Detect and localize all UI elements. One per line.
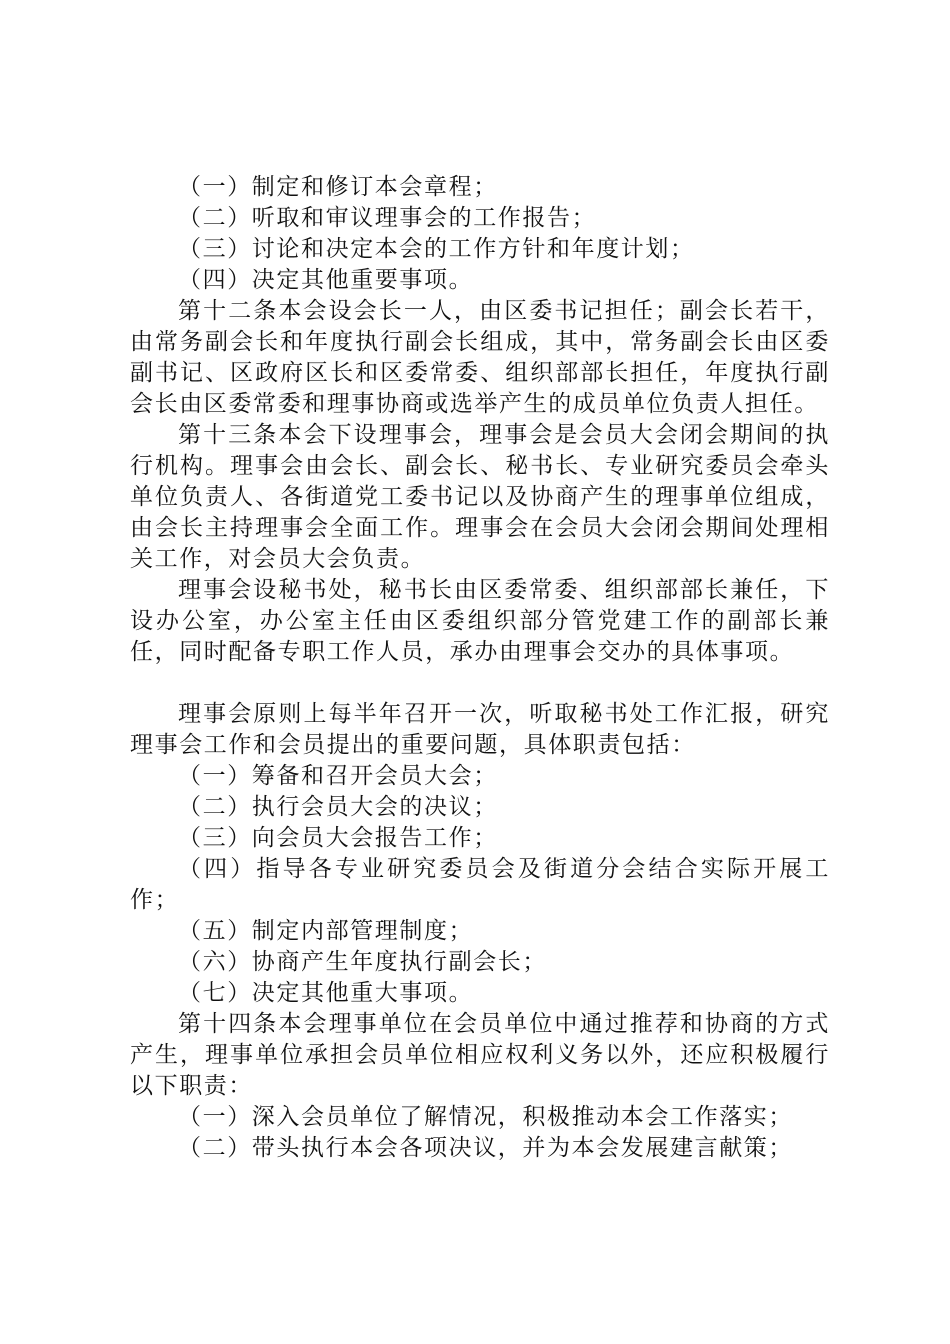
list-item: （二）执行会员大会的决议；: [178, 794, 498, 820]
list-item: （三）讨论和决定本会的工作方针和年度计划；: [178, 236, 695, 262]
list-item: （二）带头执行本会各项决议，并为本会发展建言献策；: [178, 1135, 793, 1161]
list-item: （七）决定其他重大事项。: [178, 980, 474, 1006]
paragraph-gap: [130, 668, 830, 699]
article-paragraph: 第十四条本会理事单位在会员单位中通过推荐和协商的方式产生，理事单位承担会员单位相应权利义务以外，还应积极履行以下职责：: [130, 1011, 830, 1099]
list-item: （四）指导各专业研究委员会及街道分会结合实际开展工作；: [130, 856, 830, 913]
article-paragraph: 理事会原则上每半年召开一次，听取秘书处工作汇报，研究理事会工作和会员提出的重要问题，具体职责包括：: [130, 701, 830, 758]
list-item: （四）决定其他重要事项。: [178, 267, 474, 293]
list-item: （一）制定和修订本会章程；: [178, 174, 498, 200]
list-item: （一）筹备和召开会员大会；: [178, 763, 498, 789]
list-item: （一）深入会员单位了解情况，积极推动本会工作落实；: [178, 1104, 793, 1130]
list-item: （六）协商产生年度执行副会长；: [178, 949, 547, 975]
list-item: （五）制定内部管理制度；: [178, 918, 474, 944]
list-item: （二）听取和审议理事会的工作报告；: [178, 205, 597, 231]
article-paragraph: 理事会设秘书处，秘书长由区委常委、组织部部长兼任，下设办公室，办公室主任由区委组织部分管党建工作的副部长兼任，同时配备专职工作人员，承办由理事会交办的具体事项。: [130, 577, 830, 665]
document-body: [130, 172, 830, 1164]
article-paragraph: 第十二条本会设会长一人，由区委书记担任；副会长若干，由常务副会长和年度执行副会长组成，其中，常务副会长由区委副书记、区政府区长和区委常委、组织部部长担任，年度执行副会长由区委常委和理事协商或选举产生的成员单位负责人担任。: [130, 298, 830, 417]
list-item: （三）向会员大会报告工作；: [178, 825, 498, 851]
article-paragraph: 第十三条本会下设理事会，理事会是会员大会闭会期间的执行机构。理事会由会长、副会长、秘书长、专业研究委员会牵头单位负责人、各街道党工委书记以及协商产生的理事单位组成，由会长主持理事会全面工作。理事会在会员大会闭会期间处理相关工作，对会员大会负责。: [130, 422, 830, 572]
